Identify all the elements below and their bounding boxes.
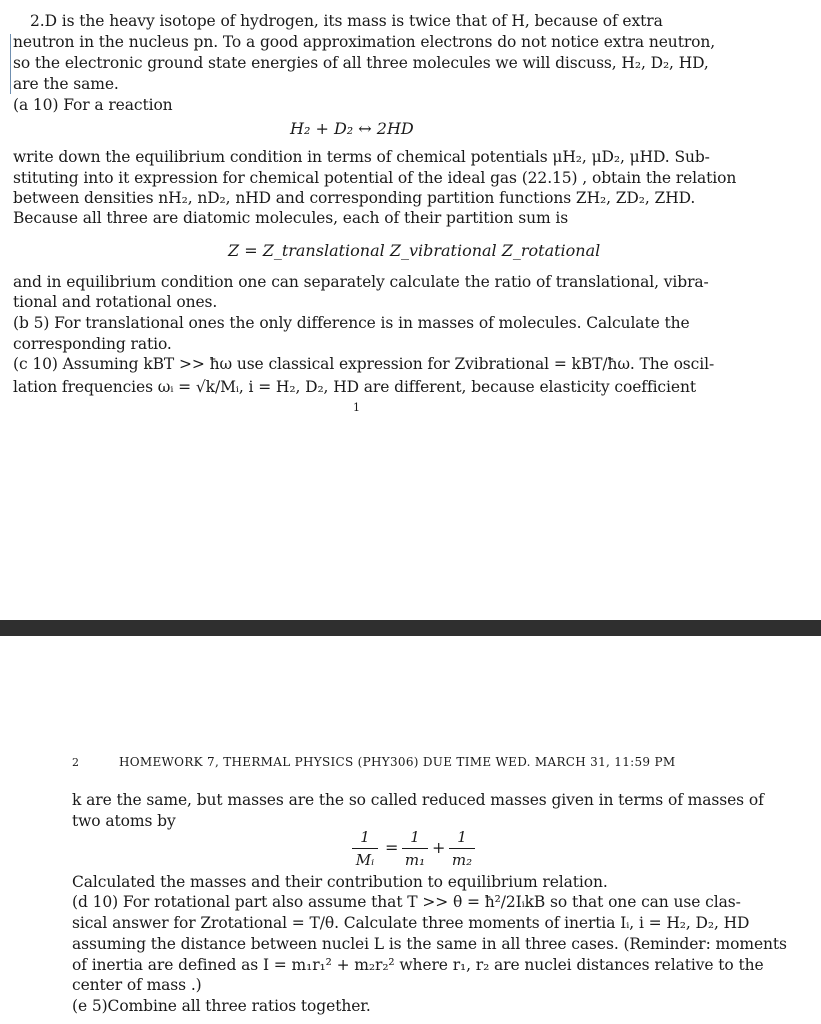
p1-line-8: between densities nH₂, nD₂, nHD and corresponding partition functions ZH₂, ZD₂, ZHD. <box>13 189 696 207</box>
lhs-numerator: 1 <box>360 828 370 846</box>
page-number-1: 1 <box>353 401 360 414</box>
p2-line-9: (e 5)Combine all three ratios together. <box>72 997 371 1015</box>
p2-line-4: (d 10) For rotational part also assume that T >> θ = ħ²/2IᵢkB so that one can use clas- <box>72 893 741 911</box>
p1-line-4: are the same. <box>13 75 119 93</box>
t2-denominator: m₂ <box>451 851 473 869</box>
selection-bar <box>10 34 11 94</box>
reduced-mass-lhs <box>352 828 378 869</box>
p2-line-1: k are the same, but masses are the so called reduced masses given in terms of masses of <box>72 791 764 809</box>
p2-line-8: center of mass .) <box>72 976 202 994</box>
p1-line-10: and in equilibrium condition one can separately calculate the ratio of translational, vibra- <box>13 273 709 291</box>
p2-line-2: two atoms by <box>72 812 176 830</box>
t1-numerator: 1 <box>410 828 420 846</box>
plus-sign: + <box>432 838 446 857</box>
p1-line-13: corresponding ratio. <box>13 335 172 353</box>
p2-line-5: sical answer for Zrotational = T/θ. Calculate three moments of inertia Iᵢ, i = H₂, D₂, HD <box>72 914 750 932</box>
page-2 <box>0 636 821 1024</box>
partition-equation: Z = Z_translational Z_vibrational Z_rotational <box>228 241 601 260</box>
p1-line-7: stituting into it expression for chemical potential of the ideal gas (22.15) , obtain the relation <box>13 169 737 187</box>
reduced-mass-term-1 <box>402 828 428 869</box>
p1-line-2: neutron in the nucleus pn. To a good approximation electrons do not notice extra neutron, <box>13 33 716 51</box>
p1-line-6: write down the equilibrium condition in terms of chemical potentials μH₂, μD₂, μHD. Sub- <box>13 148 710 166</box>
p2-line-6: assuming the distance between nuclei L is the same in all three cases. (Reminder: moments <box>72 935 787 953</box>
fraction-bar <box>352 848 378 849</box>
p2-line-7: of inertia are defined as I = m₁r₁² + m₂r₂² where r₁, r₂ are nuclei distances relative to the <box>72 956 764 974</box>
p2-line-3: Calculated the masses and their contribution to equilibrium relation. <box>72 873 608 891</box>
p1-line-3: so the electronic ground state energies of all three molecules we will discuss, H₂, D₂, HD, <box>13 54 709 72</box>
equals-sign: = <box>385 838 399 857</box>
fraction-bar <box>449 848 475 849</box>
fraction-bar <box>402 848 428 849</box>
t1-denominator: m₁ <box>404 851 426 869</box>
running-header: HOMEWORK 7, THERMAL PHYSICS (PHY306) DUE TIME WED. MARCH 31, 11:59 PM <box>119 755 676 769</box>
p1-line-15: lation frequencies ωᵢ = √k/Mᵢ, i = H₂, D₂, HD are different, because elasticity coefficient <box>13 378 696 396</box>
lhs-denominator: Mᵢ <box>355 851 375 869</box>
reaction-equation: H₂ + D₂ ↔ 2HD <box>290 119 414 138</box>
page-divider <box>0 620 821 636</box>
p1-line-12: (b 5) For translational ones the only difference is in masses of molecules. Calculate the <box>13 314 690 332</box>
p1-line-11: tional and rotational ones. <box>13 293 218 311</box>
page-number-2: 2 <box>72 756 79 769</box>
t2-numerator: 1 <box>457 828 467 846</box>
p1-line-1: 2.D is the heavy isotope of hydrogen, its mass is twice that of H, because of extra <box>30 12 663 30</box>
p1-line-5: (a 10) For a reaction <box>13 96 173 114</box>
p1-line-14: (c 10) Assuming kBT >> ħω use classical expression for Zvibrational = kBT/ħω. The oscil- <box>13 355 715 373</box>
reduced-mass-term-2 <box>449 828 475 869</box>
p1-line-9: Because all three are diatomic molecules, each of their partition sum is <box>13 209 569 227</box>
